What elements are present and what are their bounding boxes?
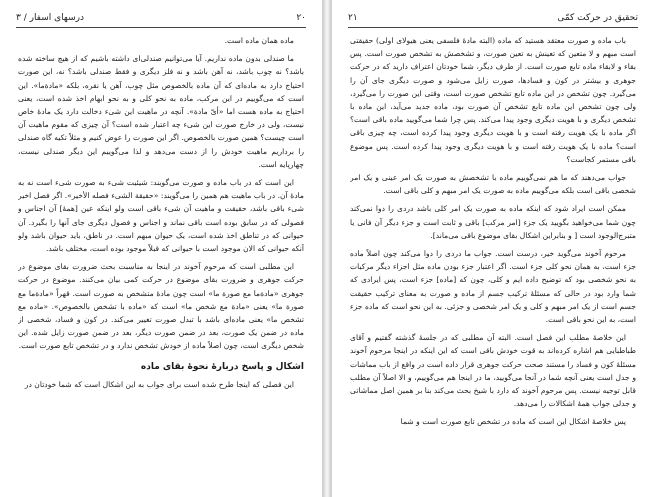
paragraph: ما صندلی بدون ماده نداریم. آیا می‌توانیم صندلی‌ای داشته باشیم که از هیچ ساخته شده باشد؟ نه چوب باشد، نه آهن باشد و نه فلز دیگری و فقط صندلی باشد؟ نه، این صورت احتیاج دارد به ماده‌ای که آن ماده بالخصوص مثل چوب، آهن یا نقره، بلکه «مادة‌ما». این است که می‌گوییم در این مرکب، ماده به نحو کلی و به نحو ابهام اخذ شده است، یعنی احتیاج به ماده هست اما «أیّ مادة». آنچه در ماهیت این شیء دخالت دارد یک مادهٔ خاص نیست، ولی در خارج صورت این شیء چه اعتبار شده است؟ آن چیزی که مقوم ماهیت آن است چیست؟ همین صورت بالخصوص. اگر این صورت را عوض کنیم و مثلاً تکیه گاه صندلی را برداریم ماهیت خودش را از دست می‌دهد و لذا می‌گوییم این دیگر صندلی نیست، چهارپایه است. (18, 54, 304, 169)
paragraph: ماده همان ماده است. (224, 36, 294, 45)
right-page-header (348, 13, 638, 28)
right-page-number: ۲۱ (348, 13, 358, 23)
left-running-head: درسهای اسفار / ۳ (16, 13, 84, 23)
right-page-body (350, 34, 636, 491)
paragraph: این مطلبی است که مرحوم آخوند در اینجا به مناسبت بحث ضرورت بقای موضوع در حرکت جوهری و ضرورت بقای موضوع در حرکت کمی بیان می‌کنند. موضوع در حرکت جوهری «مادة‌ما مع صورة‌ ما» است چون مادهٔ متشخص به صورت است. قهراً «مادة‌ما مع صورة‌ ما» یعنی «مادة‌ مع شخص‌ ما» است که «ماده با تشخص بالخصوص». «ماده مع تشخص‌ ما» یعنی ماده‌ای باشد با تبدل صورت تغییر می‌کند. در کون و فساد، شخصی از ماده در ضمن یک صورت، بعد در ضمن صورت دیگر، بعد در ضمن صورت زایل شده. این شخص دیگری است، چون اصلاً ماده از خودش تشخص ندارد و در تشخص تابع صورت است. (18, 262, 304, 351)
left-page-header (16, 13, 306, 28)
paragraph: باب ماده و صورت معتقد هستید که ماده (البته مادهٔ فلسفی یعنی هیولای اولی) حقیقتی است مبهم و لا متعین که تعینش به تعین صورت، و تشخصش به تشخص صورت است. پس بقاء و لابقاء ماده تابع صورت است. از طرف دیگر، شما خودتان اعتراف دارید که در حرکت جوهری و بیشتر در کون و فسادها، صورت زایل می‌شود و صورت دیگری جای آن را می‌گیرد. چون تشخص در این ماده تابع تشخص صورت است، وقتی این صورت را می‌گیرد، ولی چون تشخص این ماده تابع تشخص آن صورت بود، ماده جدید می‌آید، این ماده با تشخص دیگری و با هویت دیگری وجود پیدا می‌کند. پس چرا شما می‌گویید ماده باقی است؟ اگر ماده با یک هویت رفته است و با هویت دیگری وجود پیدا کرده است، چه چیزی باقی است؟ ماده با یک هویت رفته است و با هویت دیگری وجود پیدا کرده است. پس موضوع باقی مستمر کجاست؟ (350, 36, 636, 164)
paragraph: این است که در باب ماده و صورت می‌گویند: شیئیت شیء به صورت شیء است نه به مادهٔ آن. در باب ماهیت هم همین را می‌گویند: «حقیقة الشیء فصله الأخیر». اگر فصل اخیر شیء باقی باشد، حقیقت و ماهیت آن شیء باقی است ولو اینکه عین [همهٔ] آن اجناس و فصولی که در سابق بوده است باقی نماند و اجناس و فصول دیگری جای آنها را بگیرد. آن حیوانی که در تناطق اخذ شده است، یک حیوان مبهم است. در ناطق، باید حیوان باشد ولو آنکه حیوانی که الان موجود است با حیوانی که قبلاً موجود بوده است، مختلف باشد. (18, 178, 304, 254)
paragraph: ممکن است ایراد شود که اینکه ماده به صورت یک امر کلی باشد دردی را دوا نمی‌کند چون شما می‌خواهید بگویید یک جزء [امر مرکب] باقی و ثابت است و جزء دیگر آن فانی یا متبرج‌الوجود است [ و بنابراین اشکال بقای موضوع باقی می‌ماند]. (350, 204, 636, 240)
paragraph: این خلاصهٔ مطلب این فصل است. البته آن مطلبی که در جلسهٔ گذشته گفتیم و آقای طباطبایی هم اشاره کرده‌اند به قوت خودش باقی است که این اینکه در اینجا مرحوم آخوند مسئلهٔ کون و فساد را مستند صحت حرکت جوهری قرار داده است در واقع از باب مماشات و جدل است یعنی آنچه شما در آنجا می‌گویید، ما در اینجا هم می‌گوییم، و الا اصلاً آن مطلب قابل توجیه نیست. پس مرحوم آخوند که دارد با شیخ بحث می‌کند بنا بر همین اصل مماشاتی و جدلی جواب همهٔ اشکالات را می‌دهد. (350, 333, 636, 409)
left-page-body (18, 34, 304, 491)
paragraph: مرحوم آخوند می‌گوید خیر، درست است. جواب ما دردی را دوا می‌کند چون اصلاً ماده جزء است، به همان نحو کلی جزء است. اگر اعتبار جزء بودن ماده مثل اجزاء دیگر مرکبات به نحو شخصی بود که توضیح داده ایم و کلی، چون که [ماده] جزء است، پس ایرادی که شما وارد بود در حالی که مسئلهٔ ترکیب جسم از ماده و صورت به معنای ترکیب حقیقت جسم است از یک امر مبهم و کلی و یک امر شخصی و جزئی. به این نحو است که ماده جزء است، به این نحو باقی است. (350, 249, 636, 325)
right-running-head: تحقیق در حرکت کمّی (557, 13, 638, 23)
right-page (331, 0, 654, 497)
paragraph: پس خلاصهٔ اشکال این است که ماده در تشخص تابع صورت است و شما (400, 417, 626, 427)
paragraph: جواب می‌دهند که ما هم نمی‌گوییم ماده با تشخصش به صورت یک امر عینی و یک امر شخصی باقی است بلکه می‌گوییم ماده به صورت یک امر مبهم و کلی باقی است. (350, 173, 636, 196)
section-heading: اشکال و پاسخ دربارهٔ نحوهٔ بقای ماده (140, 361, 304, 372)
book-gutter (323, 0, 331, 497)
left-page (0, 0, 323, 497)
paragraph: این فصلی که اینجا طرح شده است برای جواب به این اشکال است که شما خودتان در (24, 379, 294, 389)
left-page-number: ۲۰ (296, 13, 306, 23)
